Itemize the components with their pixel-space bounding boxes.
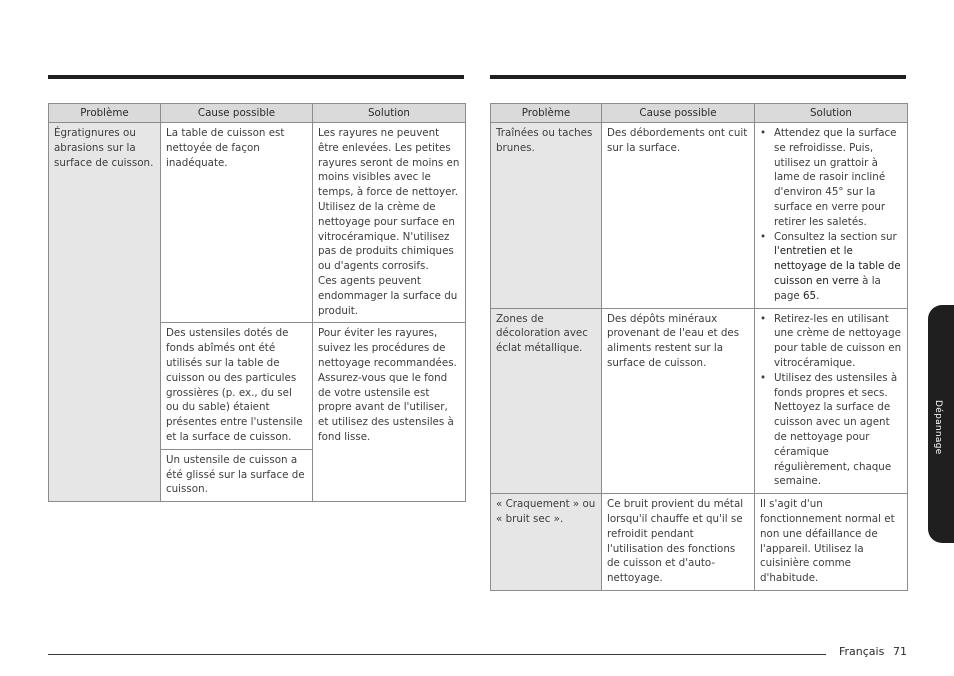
- problem-cell: Zones de décoloration avec éclat métallique.: [491, 308, 602, 494]
- solution-text: Les rayures ne peuvent être enlevées. Les petites rayures seront de moins en moins visibles avec le temps, à force de nettoyer. Utilisez de la crème de nettoyage pour surface en vitrocéramique. N'utilisez pas de produits chimiques ou d'agents corrosifs.: [318, 127, 460, 273]
- solution-cell: Il s'agit d'un fonctionnement normal et non une défaillance de l'appareil. Utilisez la cuisinière comme d'habitude.: [755, 494, 908, 591]
- page-reference-link[interactable]: 65: [803, 289, 817, 302]
- left-troubleshooting-table: [48, 103, 466, 502]
- problem-cell: Égratignures ou abrasions sur la surface de cuisson.: [49, 123, 161, 502]
- footer-rule: [48, 654, 826, 655]
- solution-cell: [755, 308, 908, 494]
- right-header-rule: [490, 75, 906, 79]
- header-problem: Problème: [49, 104, 161, 123]
- list-item: • Retirez-les en utilisant une crème de nettoyage pour table de cuisson en vitrocéramique.: [774, 312, 902, 371]
- solution-text: Consultez la section sur: [774, 230, 897, 243]
- problem-cell: Traînées ou taches brunes.: [491, 123, 602, 309]
- table-row: [491, 494, 908, 591]
- cause-cell: Ce bruit provient du métal lorsqu'il chauffe et qu'il se refroidit pendant l'utilisation des fonctions de cuisson et d'auto-nettoyage.: [602, 494, 755, 591]
- header-cause: Cause possible: [602, 104, 755, 123]
- table-row: [491, 123, 908, 309]
- list-item: • Attendez que la surface se refroidisse. Puis, utilisez un grattoir à lame de rasoir incliné d'environ 45° sur la surface en verre pour retirer les saletés.: [774, 126, 902, 230]
- cause-cell: Des dépôts minéraux provenant de l'eau et des aliments restent sur la surface de cuisson.: [602, 308, 755, 494]
- left-header-rule: [48, 75, 464, 79]
- table-header-row: [491, 104, 908, 123]
- problem-cell: « Craquement » ou « bruit sec ».: [491, 494, 602, 591]
- solution-text: à la page: [774, 274, 881, 302]
- solution-list: [760, 126, 902, 304]
- header-problem: Problème: [491, 104, 602, 123]
- solution-cell: Pour éviter les rayures, suivez les procédures de nettoyage recommandées. Assurez-vous que le fond de votre ustensile est propre avant de l'utiliser, et utilisez des ustensiles à fond lisse.: [313, 323, 466, 502]
- header-cause: Cause possible: [161, 104, 313, 123]
- solution-cell: [755, 123, 908, 309]
- table-row: [49, 123, 466, 323]
- page-number: 71: [893, 645, 907, 658]
- solution-text: .: [816, 289, 820, 302]
- list-item: • Utilisez des ustensiles à fonds propres et secs. Nettoyez la surface de cuisson avec un agent de nettoyage pour céramique régulièrement, chaque semaine.: [774, 371, 902, 489]
- footer-language: Français: [839, 645, 885, 658]
- table-header-row: [49, 104, 466, 123]
- side-tab-label: Dépannage: [933, 400, 943, 455]
- list-item: [774, 230, 902, 304]
- cause-cell: Des débordements ont cuit sur la surface.: [602, 123, 755, 309]
- section-reference-link[interactable]: l'entretien et le nettoyage de la table de cuisson en verre: [774, 245, 901, 287]
- cause-cell: Un ustensile de cuisson a été glissé sur la surface de cuisson.: [161, 449, 313, 501]
- section-side-tab[interactable]: [928, 305, 954, 543]
- right-troubleshooting-table: [490, 103, 908, 591]
- cause-cell: La table de cuisson est nettoyée de façon inadéquate.: [161, 123, 313, 323]
- header-solution: Solution: [313, 104, 466, 123]
- cause-cell: Des ustensiles dotés de fonds abîmés ont été utilisés sur la table de cuisson ou des particules grossières (p. ex., du sel ou du sable) étaient présentes entre l'ustensile et la surface de cuisson.: [161, 323, 313, 449]
- solution-list: [760, 312, 902, 490]
- solution-cell: [313, 123, 466, 323]
- solution-text: Ces agents peuvent endommager la surface du produit.: [318, 274, 458, 317]
- header-solution: Solution: [755, 104, 908, 123]
- table-row: [491, 308, 908, 494]
